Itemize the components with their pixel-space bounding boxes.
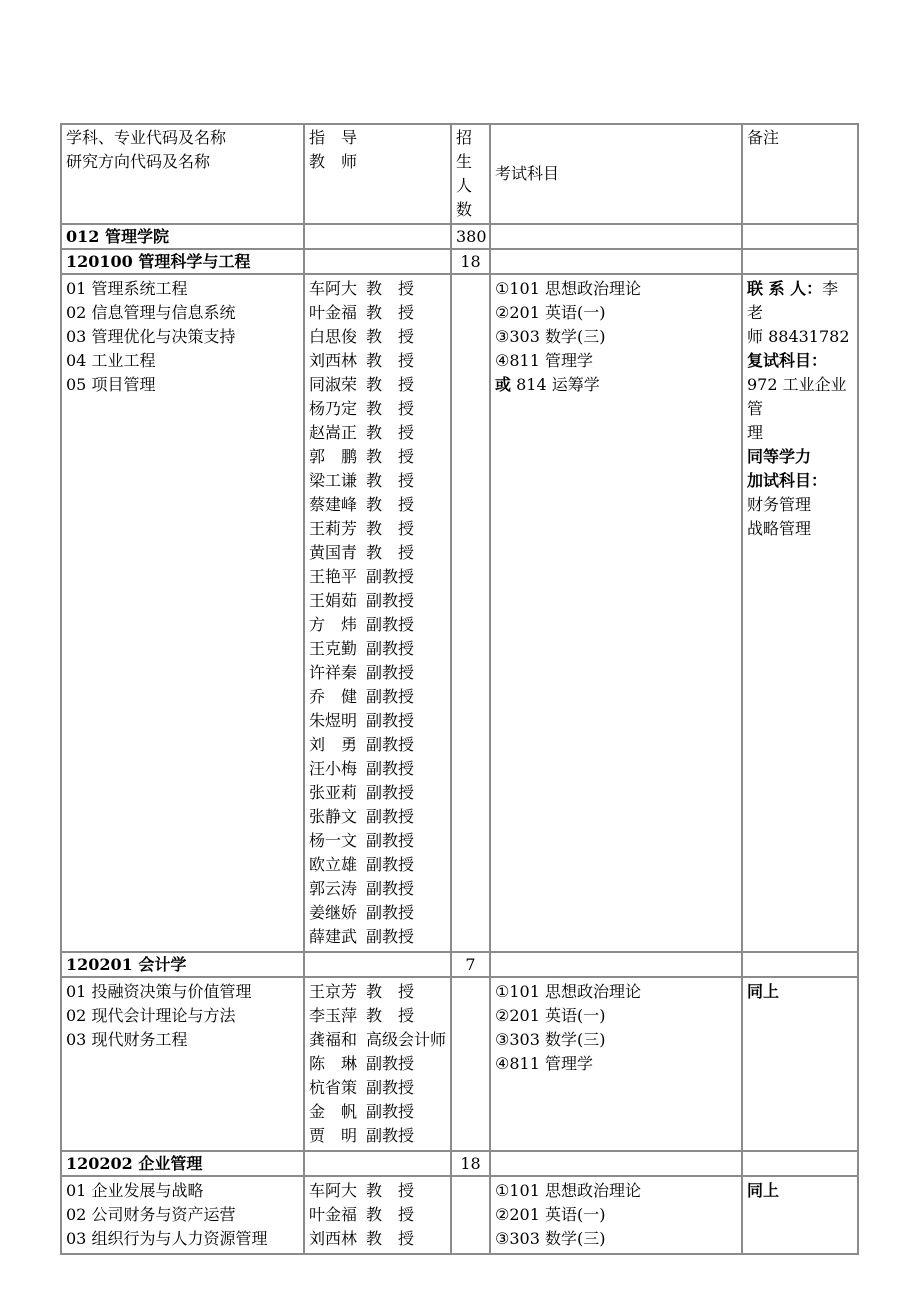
exam-subject-line-text: ②201 英语(一) [495, 1205, 606, 1224]
col-header-enrollment-line2: 人数 [456, 176, 473, 219]
teacher-title: 副教授 [366, 903, 415, 922]
teacher-row [309, 493, 446, 517]
teacher-row [309, 325, 446, 349]
teacher-name: 姜继娇 [309, 903, 358, 922]
research-direction: 04 工业工程 [66, 351, 156, 370]
teacher-row [309, 589, 446, 613]
exam-subject-line-text: ①101 思想政治理论 [495, 982, 641, 1001]
exam-subject-line-text: ①101 思想政治理论 [495, 1181, 641, 1200]
research-direction: 01 投融资决策与价值管理 [66, 982, 252, 1001]
teacher-row [309, 277, 446, 301]
remark-line-label: 同上 [747, 1181, 780, 1200]
exam-subjects-cell [490, 274, 742, 952]
teacher-title: 副教授 [366, 663, 415, 682]
teacher-title: 教 授 [366, 1181, 415, 1200]
section-header-row [61, 952, 858, 977]
teacher-name: 杭省策 [309, 1078, 358, 1097]
exam-subject-line-text: ③303 数学(三) [495, 1229, 606, 1248]
teacher-title: 教 授 [366, 519, 415, 538]
teacher-name: 梁工谦 [309, 471, 358, 490]
teacher-name: 叶金福 [309, 1205, 358, 1224]
teacher-name: 方 炜 [309, 615, 358, 634]
col-header-notes: 备注 [742, 124, 858, 224]
teacher-row [309, 613, 446, 637]
teacher-name: 朱煜明 [309, 711, 358, 730]
teacher-row [309, 685, 446, 709]
teacher-name: 杨乃定 [309, 399, 358, 418]
exam-subject-line [495, 373, 737, 397]
remark-line-text: 李老 [747, 279, 839, 322]
research-direction: 03 现代财务工程 [66, 1030, 188, 1049]
college-row [61, 224, 858, 249]
teacher-title: 副教授 [366, 1102, 415, 1121]
teacher-name: 刘西林 [309, 351, 358, 370]
advisors-cell [304, 1176, 451, 1254]
remark-line [747, 373, 853, 421]
exam-subject-line [495, 325, 737, 349]
remark-line-label: 复试科目： [747, 351, 828, 370]
teacher-title: 教 授 [366, 471, 415, 490]
remark-line-label: 联 系 人： [747, 279, 823, 298]
research-direction: 02 公司财务与资产运营 [66, 1205, 236, 1224]
enrollment-empty-cell [451, 1176, 490, 1254]
research-direction: 02 信息管理与信息系统 [66, 303, 236, 322]
remarks-cell [742, 274, 858, 952]
remark-line-label: 同等学力 [747, 447, 812, 466]
teacher-title: 副教授 [366, 1054, 415, 1073]
research-directions-cell [61, 274, 304, 952]
research-direction: 05 项目管理 [66, 375, 156, 394]
college-notes-empty [742, 224, 858, 249]
teacher-row [309, 541, 446, 565]
remark-line [747, 325, 853, 349]
teacher-row [309, 637, 446, 661]
teacher-title: 副教授 [366, 567, 415, 586]
teacher-row [309, 373, 446, 397]
teacher-row [309, 1179, 446, 1203]
enrollment-empty-cell [451, 274, 490, 952]
col-header-enrollment [451, 124, 490, 224]
teacher-name: 白思俊 [309, 327, 358, 346]
teacher-title: 教 授 [366, 303, 415, 322]
teacher-name: 杨一文 [309, 831, 358, 850]
teacher-title: 教 授 [366, 1229, 415, 1248]
advisors-cell [304, 274, 451, 952]
teacher-title: 教 授 [366, 495, 415, 514]
teacher-title: 副教授 [366, 1126, 415, 1145]
teacher-row [309, 829, 446, 853]
section-content-row [61, 1176, 858, 1254]
teacher-name: 张静文 [309, 807, 358, 826]
teacher-name: 车阿大 [309, 1181, 358, 1200]
exam-subject-line-label: 或 [495, 375, 512, 394]
remark-line [747, 277, 853, 325]
teacher-name: 李玉萍 [309, 1006, 358, 1025]
teacher-name: 郭云涛 [309, 879, 358, 898]
remark-line-text: 师 88431782 [747, 327, 850, 346]
teacher-name: 薛建武 [309, 927, 358, 946]
teacher-row [309, 397, 446, 421]
exam-subject-line [495, 1179, 737, 1203]
teacher-row [309, 877, 446, 901]
teacher-row [309, 1227, 446, 1251]
teacher-row [309, 1004, 446, 1028]
col-header-advisors-line2: 教 师 [309, 152, 358, 171]
research-direction: 03 管理优化与决策支持 [66, 327, 236, 346]
teacher-name: 张亚莉 [309, 783, 358, 802]
teacher-title: 副教授 [366, 639, 415, 658]
teacher-row [309, 1124, 446, 1148]
teacher-name: 刘西林 [309, 1229, 358, 1248]
teacher-title: 教 授 [366, 1006, 415, 1025]
remark-line-label: 加试科目： [747, 471, 828, 490]
remark-line [747, 980, 853, 1004]
enrollment-empty-cell [451, 977, 490, 1151]
section-header-row [61, 249, 858, 274]
teacher-row [309, 1203, 446, 1227]
research-directions-cell [61, 977, 304, 1151]
remark-line [747, 517, 853, 541]
teacher-title: 教 授 [366, 351, 415, 370]
teacher-row [309, 781, 446, 805]
teacher-title: 副教授 [366, 591, 415, 610]
section-enrollment: 7 [451, 952, 490, 977]
teacher-title: 教 授 [366, 447, 415, 466]
research-directions-cell [61, 1176, 304, 1254]
section-advisor-empty [304, 249, 451, 274]
teacher-title: 副教授 [366, 711, 415, 730]
teacher-title: 副教授 [366, 759, 415, 778]
research-direction: 01 企业发展与战略 [66, 1181, 204, 1200]
exam-subject-line-text: ②201 英语(一) [495, 1006, 606, 1025]
advisors-cell [304, 977, 451, 1151]
teacher-title: 教 授 [366, 982, 415, 1001]
exam-subject-line [495, 277, 737, 301]
remark-line [747, 1179, 853, 1203]
remark-line [747, 445, 853, 469]
teacher-title: 副教授 [366, 687, 415, 706]
college-enrollment: 380 [451, 224, 490, 249]
col-header-discipline [61, 124, 304, 224]
research-direction: 03 组织行为与人力资源管理 [66, 1229, 268, 1248]
teacher-title: 教 授 [366, 279, 415, 298]
teacher-name: 同淑荣 [309, 375, 358, 394]
teacher-title: 副教授 [366, 1078, 415, 1097]
teacher-row [309, 1100, 446, 1124]
teacher-row [309, 757, 446, 781]
remark-line-text: 理 [747, 423, 764, 442]
remark-line-text: 战略管理 [747, 519, 812, 538]
teacher-name: 乔 健 [309, 687, 358, 706]
exam-subject-line [495, 980, 737, 1004]
teacher-row [309, 565, 446, 589]
teacher-title: 教 授 [366, 543, 415, 562]
teacher-row [309, 445, 446, 469]
research-direction: 02 现代会计理论与方法 [66, 1006, 236, 1025]
section-exam-empty [490, 952, 742, 977]
teacher-row [309, 1052, 446, 1076]
exam-subject-line [495, 1203, 737, 1227]
teacher-row [309, 349, 446, 373]
teacher-row [309, 301, 446, 325]
teacher-name: 郭 鹏 [309, 447, 358, 466]
teacher-title: 教 授 [366, 423, 415, 442]
exam-subject-line [495, 301, 737, 325]
header-row [61, 124, 858, 224]
college-advisor-empty [304, 224, 451, 249]
teacher-row [309, 805, 446, 829]
section-notes-empty [742, 249, 858, 274]
teacher-name: 贾 明 [309, 1126, 358, 1145]
section-enrollment: 18 [451, 249, 490, 274]
teacher-title: 副教授 [366, 735, 415, 754]
teacher-title: 副教授 [366, 879, 415, 898]
teacher-name: 欧立雄 [309, 855, 358, 874]
teacher-row [309, 853, 446, 877]
section-content-row [61, 274, 858, 952]
section-exam-empty [490, 1151, 742, 1176]
research-direction: 01 管理系统工程 [66, 279, 188, 298]
section-code-name: 120201 会计学 [61, 952, 304, 977]
section-advisor-empty [304, 952, 451, 977]
teacher-name: 陈 琳 [309, 1054, 358, 1073]
teacher-name: 黄国青 [309, 543, 358, 562]
teacher-title: 高级会计师 [366, 1030, 447, 1049]
section-notes-empty [742, 952, 858, 977]
exam-subject-line-text: 814 运筹学 [511, 375, 600, 394]
exam-subject-line [495, 1004, 737, 1028]
col-header-discipline-line2: 研究方向代码及名称 [66, 152, 211, 171]
teacher-row [309, 1028, 446, 1052]
remark-line [747, 469, 853, 493]
teacher-title: 副教授 [366, 807, 415, 826]
exam-subject-line-text: ③303 数学(三) [495, 1030, 606, 1049]
exam-subject-line [495, 1052, 737, 1076]
exam-subjects-cell [490, 977, 742, 1151]
teacher-title: 教 授 [366, 375, 415, 394]
section-notes-empty [742, 1151, 858, 1176]
exam-subject-line [495, 1227, 737, 1251]
remarks-cell [742, 1176, 858, 1254]
teacher-name: 龚福和 [309, 1030, 358, 1049]
teacher-row [309, 421, 446, 445]
exam-subject-line-text: ②201 英语(一) [495, 303, 606, 322]
teacher-title: 副教授 [366, 927, 415, 946]
section-enrollment: 18 [451, 1151, 490, 1176]
remark-line-text: 972 工业企业管 [747, 375, 847, 418]
section-header-row [61, 1151, 858, 1176]
teacher-name: 王艳平 [309, 567, 358, 586]
section-code-name: 120100 管理科学与工程 [61, 249, 304, 274]
admissions-table [60, 123, 859, 1255]
col-header-enrollment-line1: 招生 [456, 128, 473, 171]
exam-subject-line-text: ④811 管理学 [495, 1054, 593, 1073]
remark-line [747, 349, 853, 373]
teacher-row [309, 980, 446, 1004]
teacher-row [309, 709, 446, 733]
teacher-name: 王娟茹 [309, 591, 358, 610]
teacher-name: 金 帆 [309, 1102, 358, 1121]
col-header-advisors-line1: 指 导 [309, 128, 358, 147]
teacher-name: 蔡建峰 [309, 495, 358, 514]
remark-line [747, 421, 853, 445]
college-name: 012 管理学院 [61, 224, 304, 249]
teacher-row [309, 733, 446, 757]
teacher-name: 许祥秦 [309, 663, 358, 682]
teacher-name: 王克勤 [309, 639, 358, 658]
teacher-name: 赵嵩正 [309, 423, 358, 442]
exam-subjects-cell [490, 1176, 742, 1254]
remark-line-label: 同上 [747, 982, 780, 1001]
teacher-row [309, 661, 446, 685]
teacher-name: 王莉芳 [309, 519, 358, 538]
exam-subject-line [495, 1028, 737, 1052]
teacher-row [309, 901, 446, 925]
teacher-title: 副教授 [366, 855, 415, 874]
teacher-title: 副教授 [366, 783, 415, 802]
teacher-title: 教 授 [366, 327, 415, 346]
teacher-title: 教 授 [366, 399, 415, 418]
teacher-row [309, 925, 446, 949]
remark-line-text: 财务管理 [747, 495, 812, 514]
exam-subject-line-text: ③303 数学(三) [495, 327, 606, 346]
teacher-title: 教 授 [366, 1205, 415, 1224]
remarks-cell [742, 977, 858, 1151]
teacher-title: 副教授 [366, 831, 415, 850]
teacher-row [309, 1076, 446, 1100]
section-code-name: 120202 企业管理 [61, 1151, 304, 1176]
remark-line [747, 493, 853, 517]
exam-subject-line [495, 349, 737, 373]
teacher-name: 汪小梅 [309, 759, 358, 778]
college-exam-empty [490, 224, 742, 249]
section-advisor-empty [304, 1151, 451, 1176]
exam-subject-line-text: ④811 管理学 [495, 351, 593, 370]
exam-subject-line-text: ①101 思想政治理论 [495, 279, 641, 298]
col-header-exam-subjects: 考试科目 [490, 124, 742, 224]
col-header-discipline-line1: 学科、专业代码及名称 [66, 128, 227, 147]
teacher-name: 车阿大 [309, 279, 358, 298]
section-content-row [61, 977, 858, 1151]
teacher-row [309, 469, 446, 493]
col-header-advisors [304, 124, 451, 224]
teacher-name: 叶金福 [309, 303, 358, 322]
teacher-name: 刘 勇 [309, 735, 358, 754]
teacher-name: 王京芳 [309, 982, 358, 1001]
teacher-row [309, 517, 446, 541]
section-exam-empty [490, 249, 742, 274]
teacher-title: 副教授 [366, 615, 415, 634]
